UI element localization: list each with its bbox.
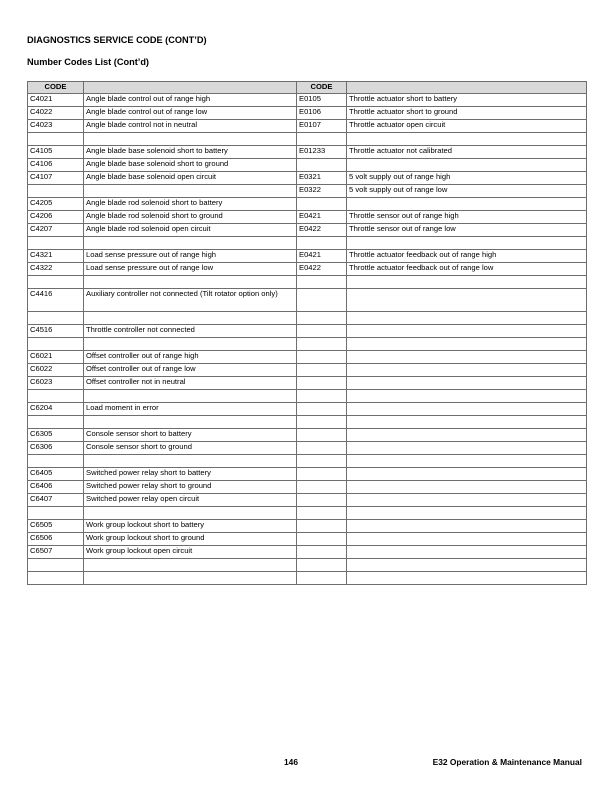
code-cell: C6405 bbox=[28, 468, 84, 481]
table-row bbox=[28, 263, 587, 276]
description-cell: Throttle sensor out of range low bbox=[347, 224, 587, 237]
table-row bbox=[28, 377, 587, 390]
description-cell bbox=[347, 351, 587, 364]
description-cell bbox=[347, 520, 587, 533]
code-cell bbox=[297, 559, 347, 572]
description-cell: Throttle actuator feedback out of range high bbox=[347, 250, 587, 263]
description-cell: Console sensor short to battery bbox=[84, 429, 297, 442]
code-cell: C6022 bbox=[28, 364, 84, 377]
page-heading: DIAGNOSTICS SERVICE CODE (CONT’D) bbox=[27, 35, 207, 45]
code-cell: E0106 bbox=[297, 107, 347, 120]
code-cell: C4416 bbox=[28, 289, 84, 312]
description-cell bbox=[347, 572, 587, 585]
code-cell bbox=[297, 494, 347, 507]
description-cell bbox=[347, 468, 587, 481]
description-cell bbox=[84, 185, 297, 198]
description-cell bbox=[84, 507, 297, 520]
description-cell bbox=[347, 364, 587, 377]
description-cell: Angle blade base solenoid short to ground bbox=[84, 159, 297, 172]
code-cell bbox=[297, 159, 347, 172]
description-cell bbox=[347, 276, 587, 289]
code-cell bbox=[297, 403, 347, 416]
code-cell: C4107 bbox=[28, 172, 84, 185]
table-row bbox=[28, 159, 587, 172]
page-number: 146 bbox=[284, 757, 298, 767]
code-cell bbox=[297, 429, 347, 442]
description-cell bbox=[347, 507, 587, 520]
table-row bbox=[28, 559, 587, 572]
description-cell bbox=[347, 455, 587, 468]
code-cell: C4105 bbox=[28, 146, 84, 159]
description-cell bbox=[347, 198, 587, 211]
code-cell: C6506 bbox=[28, 533, 84, 546]
code-cell: C4205 bbox=[28, 198, 84, 211]
description-cell: Offset controller not in neutral bbox=[84, 377, 297, 390]
table-row bbox=[28, 185, 587, 198]
code-cell: C4322 bbox=[28, 263, 84, 276]
code-cell bbox=[297, 572, 347, 585]
code-cell: E0422 bbox=[297, 263, 347, 276]
code-cell: C4023 bbox=[28, 120, 84, 133]
table-row bbox=[28, 146, 587, 159]
table-row bbox=[28, 351, 587, 364]
header-description-left bbox=[84, 82, 297, 94]
code-cell: C6023 bbox=[28, 377, 84, 390]
description-cell: Work group lockout short to ground bbox=[84, 533, 297, 546]
table-row bbox=[28, 533, 587, 546]
code-cell: C4516 bbox=[28, 325, 84, 338]
code-cell: C6505 bbox=[28, 520, 84, 533]
code-cell bbox=[28, 185, 84, 198]
description-cell bbox=[347, 338, 587, 351]
description-cell bbox=[347, 442, 587, 455]
code-cell bbox=[297, 546, 347, 559]
table-row bbox=[28, 416, 587, 429]
table-row bbox=[28, 107, 587, 120]
description-cell: Angle blade control out of range low bbox=[84, 107, 297, 120]
table-row bbox=[28, 94, 587, 107]
code-cell bbox=[297, 390, 347, 403]
description-cell: Throttle controller not connected bbox=[84, 325, 297, 338]
description-cell bbox=[347, 390, 587, 403]
table-row bbox=[28, 237, 587, 250]
description-cell: 5 volt supply out of range low bbox=[347, 185, 587, 198]
code-cell bbox=[297, 455, 347, 468]
description-cell: Switched power relay open circuit bbox=[84, 494, 297, 507]
code-cell: C4207 bbox=[28, 224, 84, 237]
description-cell bbox=[347, 416, 587, 429]
code-cell bbox=[297, 133, 347, 146]
description-cell: Load moment in error bbox=[84, 403, 297, 416]
description-cell: Angle blade rod solenoid open circuit bbox=[84, 224, 297, 237]
description-cell: Switched power relay short to ground bbox=[84, 481, 297, 494]
description-cell: 5 volt supply out of range high bbox=[347, 172, 587, 185]
description-cell: Angle blade rod solenoid short to battery bbox=[84, 198, 297, 211]
table-row bbox=[28, 429, 587, 442]
code-cell bbox=[28, 276, 84, 289]
description-cell: Angle blade rod solenoid short to ground bbox=[84, 211, 297, 224]
header-description-right bbox=[347, 82, 587, 94]
code-cell bbox=[297, 520, 347, 533]
code-cell bbox=[28, 133, 84, 146]
description-cell: Throttle actuator not calibrated bbox=[347, 146, 587, 159]
table-row bbox=[28, 276, 587, 289]
code-cell: C6407 bbox=[28, 494, 84, 507]
code-cell bbox=[297, 312, 347, 325]
description-cell bbox=[347, 237, 587, 250]
description-cell bbox=[84, 416, 297, 429]
description-cell: Work group lockout short to battery bbox=[84, 520, 297, 533]
code-cell: C6306 bbox=[28, 442, 84, 455]
description-cell: Throttle actuator feedback out of range low bbox=[347, 263, 587, 276]
description-cell bbox=[84, 237, 297, 250]
code-cell bbox=[297, 533, 347, 546]
table-row bbox=[28, 211, 587, 224]
description-cell bbox=[347, 429, 587, 442]
code-cell bbox=[297, 507, 347, 520]
description-cell: Switched power relay short to battery bbox=[84, 468, 297, 481]
code-cell bbox=[28, 338, 84, 351]
table-row bbox=[28, 364, 587, 377]
code-cell: E0421 bbox=[297, 211, 347, 224]
description-cell bbox=[347, 289, 587, 312]
description-cell bbox=[84, 455, 297, 468]
code-cell: C6021 bbox=[28, 351, 84, 364]
description-cell bbox=[84, 390, 297, 403]
table-row bbox=[28, 325, 587, 338]
code-cell bbox=[297, 237, 347, 250]
code-cell: C4106 bbox=[28, 159, 84, 172]
table-row bbox=[28, 198, 587, 211]
description-cell bbox=[84, 338, 297, 351]
code-cell: C6204 bbox=[28, 403, 84, 416]
code-cell bbox=[297, 289, 347, 312]
description-cell bbox=[347, 377, 587, 390]
description-cell bbox=[84, 572, 297, 585]
description-cell: Throttle actuator short to battery bbox=[347, 94, 587, 107]
description-cell: Angle blade base solenoid short to battery bbox=[84, 146, 297, 159]
section-subheading: Number Codes List (Cont’d) bbox=[27, 57, 149, 67]
description-cell bbox=[347, 159, 587, 172]
code-cell bbox=[297, 364, 347, 377]
table-body bbox=[28, 94, 587, 585]
table-row bbox=[28, 120, 587, 133]
table-row bbox=[28, 133, 587, 146]
code-cell: E0321 bbox=[297, 172, 347, 185]
code-cell bbox=[297, 276, 347, 289]
code-cell bbox=[297, 481, 347, 494]
description-cell: Angle blade control out of range high bbox=[84, 94, 297, 107]
description-cell: Auxiliary controller not connected (Tilt rotator option only) bbox=[84, 289, 297, 312]
description-cell bbox=[84, 559, 297, 572]
code-cell bbox=[28, 390, 84, 403]
code-cell: C4321 bbox=[28, 250, 84, 263]
manual-title: E32 Operation & Maintenance Manual bbox=[432, 757, 582, 767]
code-cell bbox=[297, 468, 347, 481]
code-cell bbox=[297, 325, 347, 338]
table-row bbox=[28, 481, 587, 494]
code-cell: C4022 bbox=[28, 107, 84, 120]
header-code-left: CODE bbox=[28, 82, 84, 94]
table-header-row bbox=[28, 82, 587, 94]
description-cell: Console sensor short to ground bbox=[84, 442, 297, 455]
code-cell: C6507 bbox=[28, 546, 84, 559]
description-cell: Work group lockout open circuit bbox=[84, 546, 297, 559]
description-cell: Load sense pressure out of range high bbox=[84, 250, 297, 263]
table-row bbox=[28, 312, 587, 325]
table-row bbox=[28, 250, 587, 263]
table-row bbox=[28, 572, 587, 585]
table-row bbox=[28, 338, 587, 351]
table-row bbox=[28, 494, 587, 507]
table-row bbox=[28, 468, 587, 481]
code-cell bbox=[297, 416, 347, 429]
description-cell: Angle blade base solenoid open circuit bbox=[84, 172, 297, 185]
code-cell: E0422 bbox=[297, 224, 347, 237]
description-cell: Throttle sensor out of range high bbox=[347, 211, 587, 224]
description-cell bbox=[347, 494, 587, 507]
code-cell: C6406 bbox=[28, 481, 84, 494]
description-cell bbox=[347, 559, 587, 572]
table-row bbox=[28, 403, 587, 416]
code-cell: E0322 bbox=[297, 185, 347, 198]
description-cell: Offset controller out of range high bbox=[84, 351, 297, 364]
description-cell: Throttle actuator open circuit bbox=[347, 120, 587, 133]
code-cell: E0421 bbox=[297, 250, 347, 263]
code-cell bbox=[297, 198, 347, 211]
code-cell bbox=[28, 312, 84, 325]
description-cell: Angle blade control not in neutral bbox=[84, 120, 297, 133]
description-cell: Load sense pressure out of range low bbox=[84, 263, 297, 276]
code-cell bbox=[28, 455, 84, 468]
code-cell bbox=[297, 377, 347, 390]
description-cell bbox=[347, 403, 587, 416]
service-codes-table bbox=[27, 81, 587, 585]
code-cell: E0105 bbox=[297, 94, 347, 107]
description-cell bbox=[347, 133, 587, 146]
code-cell: E0107 bbox=[297, 120, 347, 133]
table-row bbox=[28, 455, 587, 468]
description-cell bbox=[84, 133, 297, 146]
code-cell bbox=[297, 442, 347, 455]
description-cell bbox=[84, 312, 297, 325]
table-row bbox=[28, 520, 587, 533]
code-cell bbox=[28, 559, 84, 572]
code-cell bbox=[28, 237, 84, 250]
code-cell bbox=[297, 351, 347, 364]
table-row bbox=[28, 224, 587, 237]
table-row bbox=[28, 289, 587, 312]
table-row bbox=[28, 546, 587, 559]
code-cell: C4021 bbox=[28, 94, 84, 107]
table-row bbox=[28, 442, 587, 455]
table-row bbox=[28, 507, 587, 520]
description-cell bbox=[347, 481, 587, 494]
description-cell bbox=[347, 546, 587, 559]
code-cell bbox=[28, 507, 84, 520]
code-cell: E01233 bbox=[297, 146, 347, 159]
description-cell bbox=[347, 312, 587, 325]
code-cell bbox=[297, 338, 347, 351]
header-code-right: CODE bbox=[297, 82, 347, 94]
description-cell: Offset controller out of range low bbox=[84, 364, 297, 377]
code-cell: C6305 bbox=[28, 429, 84, 442]
code-cell bbox=[28, 572, 84, 585]
table-row bbox=[28, 390, 587, 403]
code-cell: C4206 bbox=[28, 211, 84, 224]
description-cell bbox=[84, 276, 297, 289]
code-cell bbox=[28, 416, 84, 429]
description-cell: Throttle actuator short to ground bbox=[347, 107, 587, 120]
description-cell bbox=[347, 533, 587, 546]
table-row bbox=[28, 172, 587, 185]
description-cell bbox=[347, 325, 587, 338]
